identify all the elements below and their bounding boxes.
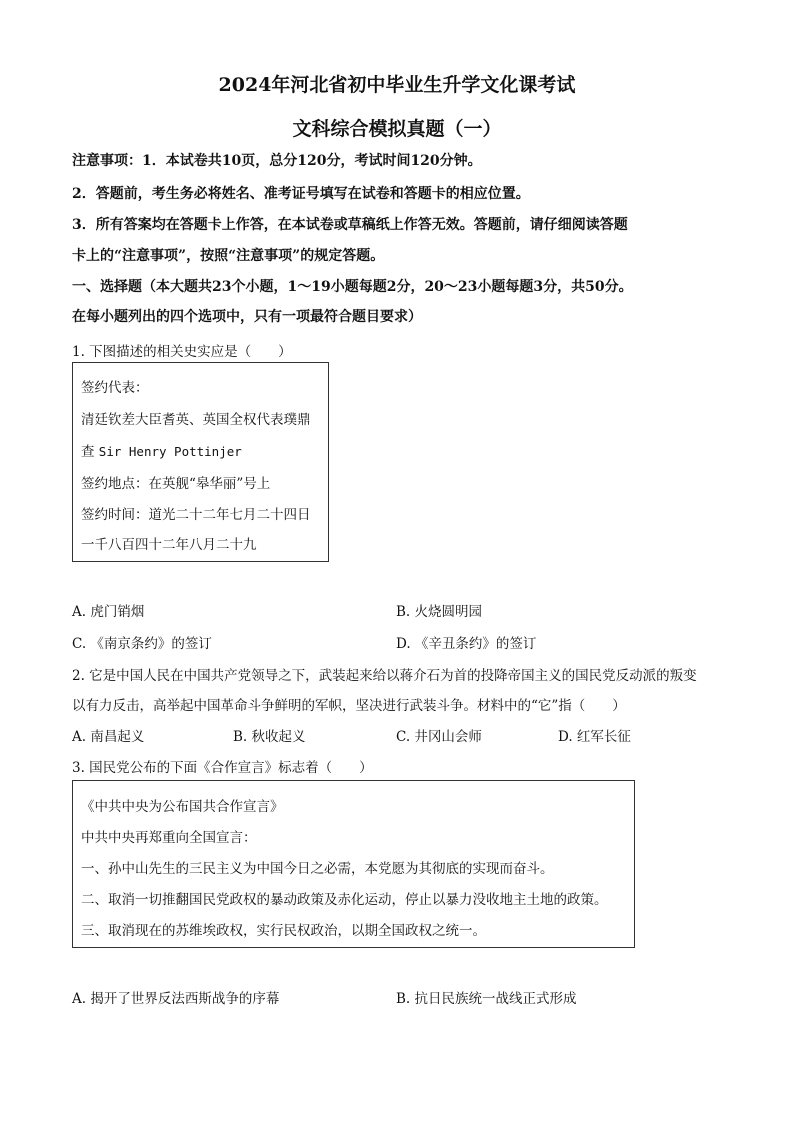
q2-option-a: A. 南昌起义 — [72, 729, 145, 745]
q3-box-line-4: 二、取消一切推翻国民党政权的暴动政策及赤化运动，停止以暴力没收地主土地的政策。 — [81, 892, 608, 908]
note-2: 2．答题前，考生务必将姓名、准考证号填写在试卷和答题卡的相应位置。 — [72, 186, 530, 202]
note-3-line2: 卡上的“注意事项”，按照“注意事项”的规定答题。 — [72, 248, 385, 264]
note-1: 注意事项：1．本试卷共10页，总分120分，考试时间120分钟。 — [72, 153, 482, 169]
q3-option-a: A. 揭开了世界反法西斯战争的序幕 — [72, 991, 280, 1007]
q1-box-line-3 — [81, 440, 242, 460]
q3-box-line-1: 《中共中央为公布国共合作宣言》 — [81, 799, 284, 815]
q2-option-d: D. 红军长征 — [558, 729, 631, 745]
note-3-line1: 3．所有答案均在答题卡上作答，在本试卷或草稿纸上作答无效。答题前，请仔细阅读答题 — [72, 217, 628, 233]
question-1-stem: 1. 下图描述的相关史实应是（ ） — [72, 344, 292, 360]
q3-option-b: B. 抗日民族统一战线正式形成 — [396, 991, 577, 1007]
q3-box-line-5: 三、取消现在的苏维埃政权，实行民权政治，以期全国政权之统一。 — [81, 923, 486, 939]
q3-box-line-2: 中共中央再郑重向全国宣言： — [81, 830, 257, 846]
q1-box-line-2: 清廷钦差大臣耆英、英国全权代表璞鼎 — [81, 412, 311, 428]
q1-option-c: C. 《南京条约》的签订 — [72, 636, 212, 652]
q1-box-line-1: 签约代表： — [81, 380, 149, 396]
question-1-material-box — [72, 362, 329, 562]
exam-title: 2024年河北省初中毕业生升学文化课考试 — [218, 74, 576, 96]
q2-option-b: B. 秋收起义 — [233, 729, 306, 745]
question-2-stem-line1: 2. 它是中国人民在中国共产党领导之下，武装起来给以蒋介石为首的投降帝国主义的国民党反动派的叛变 — [72, 668, 697, 684]
exam-subtitle: 文科综合模拟真题（一） — [292, 118, 502, 140]
question-2-stem-line2: 以有力反击，高举起中国革命斗争鲜明的军帜，坚决进行武装斗争。材料中的“它”指（ ） — [72, 698, 626, 714]
q1-option-b: B. 火烧圆明园 — [396, 604, 483, 620]
section-title-line2: 在每小题列出的四个选项中，只有一项最符合题目要求） — [72, 309, 422, 325]
q1-box-line-4: 签约地点：在英舰“皋华丽”号上 — [81, 476, 271, 492]
q1-box-line-5: 签约时间：道光二十二年七月二十四日 — [81, 507, 311, 523]
q1-box-line-3-en: Sir Henry Pottinjer — [98, 444, 242, 459]
q1-box-line-3-cn: 查 — [81, 444, 95, 460]
section-title-line1: 一、选择题（本大题共23个小题，1～19小题每题2分，20～23小题每题3分，共50分。 — [72, 279, 633, 295]
q3-box-line-3: 一、孙中山先生的三民主义为中国今日之必需，本党愿为其彻底的实现而奋斗。 — [81, 861, 554, 877]
q1-option-d: D. 《辛丑条约》的签订 — [396, 636, 537, 652]
question-3-stem: 3. 国民党公布的下面《合作宣言》标志着（ ） — [72, 760, 373, 776]
q1-box-line-6: 一千八百四十二年八月二十九 — [81, 537, 257, 553]
q2-option-c: C. 井冈山会师 — [396, 729, 482, 745]
question-3-material-box — [72, 780, 635, 948]
q1-option-a: A. 虎门销烟 — [72, 604, 145, 620]
